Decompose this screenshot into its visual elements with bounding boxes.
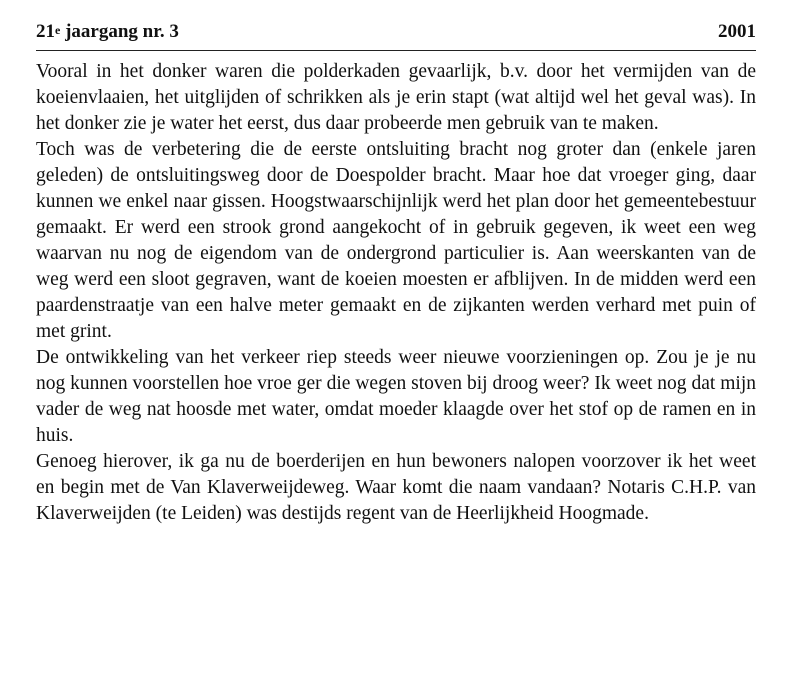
document-page [36, 20, 756, 527]
volume-label [36, 20, 179, 44]
paragraph: Toch was de verbetering die de eerste ontsluiting bracht nog groter dan (enkele jaren geleden) de ontsluitingsweg door de Doespolder bracht. Maar hoe dat vroeger ging, daar kunnen we enkel naar gissen. Hoogstwaarschijnlijk werd het plan door het gemeentebestuur gemaakt. Er werd een strook grond aangekocht of in gebruik gegeven, ik weet een weg waarvan nu nog de eigendom van de ondergrond particulier is. Aan weerskanten van de weg werd een sloot gegraven, want de koeien moesten er afblijven. In de midden werd een paardenstraatje van een halve meter gemaakt en de zijkanten werden verhard met puin of met grint. [36, 139, 756, 342]
paragraph: Vooral in het donker waren die polderkaden gevaarlijk, b.v. door het vermijden van de koeienvlaaien, het uitglijden of schrikken als je erin stapt (wat altijd wel het geval was). In het donker zie je water het eerst, dus daar probeerde men gebruik van te maken. [36, 61, 756, 134]
volume-number: 21 [36, 21, 55, 42]
header-year: 2001 [718, 21, 756, 42]
paragraph: Genoeg hierover, ik ga nu de boerderijen en hun bewoners nalopen voorzover ik het weet en begin met de Van Klaverweijdeweg. Waar komt die naam vandaan? Notaris C.H.P. van Klaverweijden (te Leiden) was destijds regent van de Heerlijkheid Hoogmade. [36, 451, 756, 524]
volume-superscript: e [55, 23, 61, 37]
volume-rest: jaargang nr. 3 [60, 21, 179, 42]
paragraph: De ontwikkeling van het verkeer riep steeds weer nieuwe voorzieningen op. Zou je je nu nog kunnen voorstellen hoe vroe ger die wegen stoven bij droog weer? Ik weet nog dat mijn vader de weg nat hoosde met water, omdat moeder klaagde over het stof op de ramen en in huis. [36, 347, 756, 446]
running-header [36, 20, 756, 51]
article-body [36, 59, 756, 527]
